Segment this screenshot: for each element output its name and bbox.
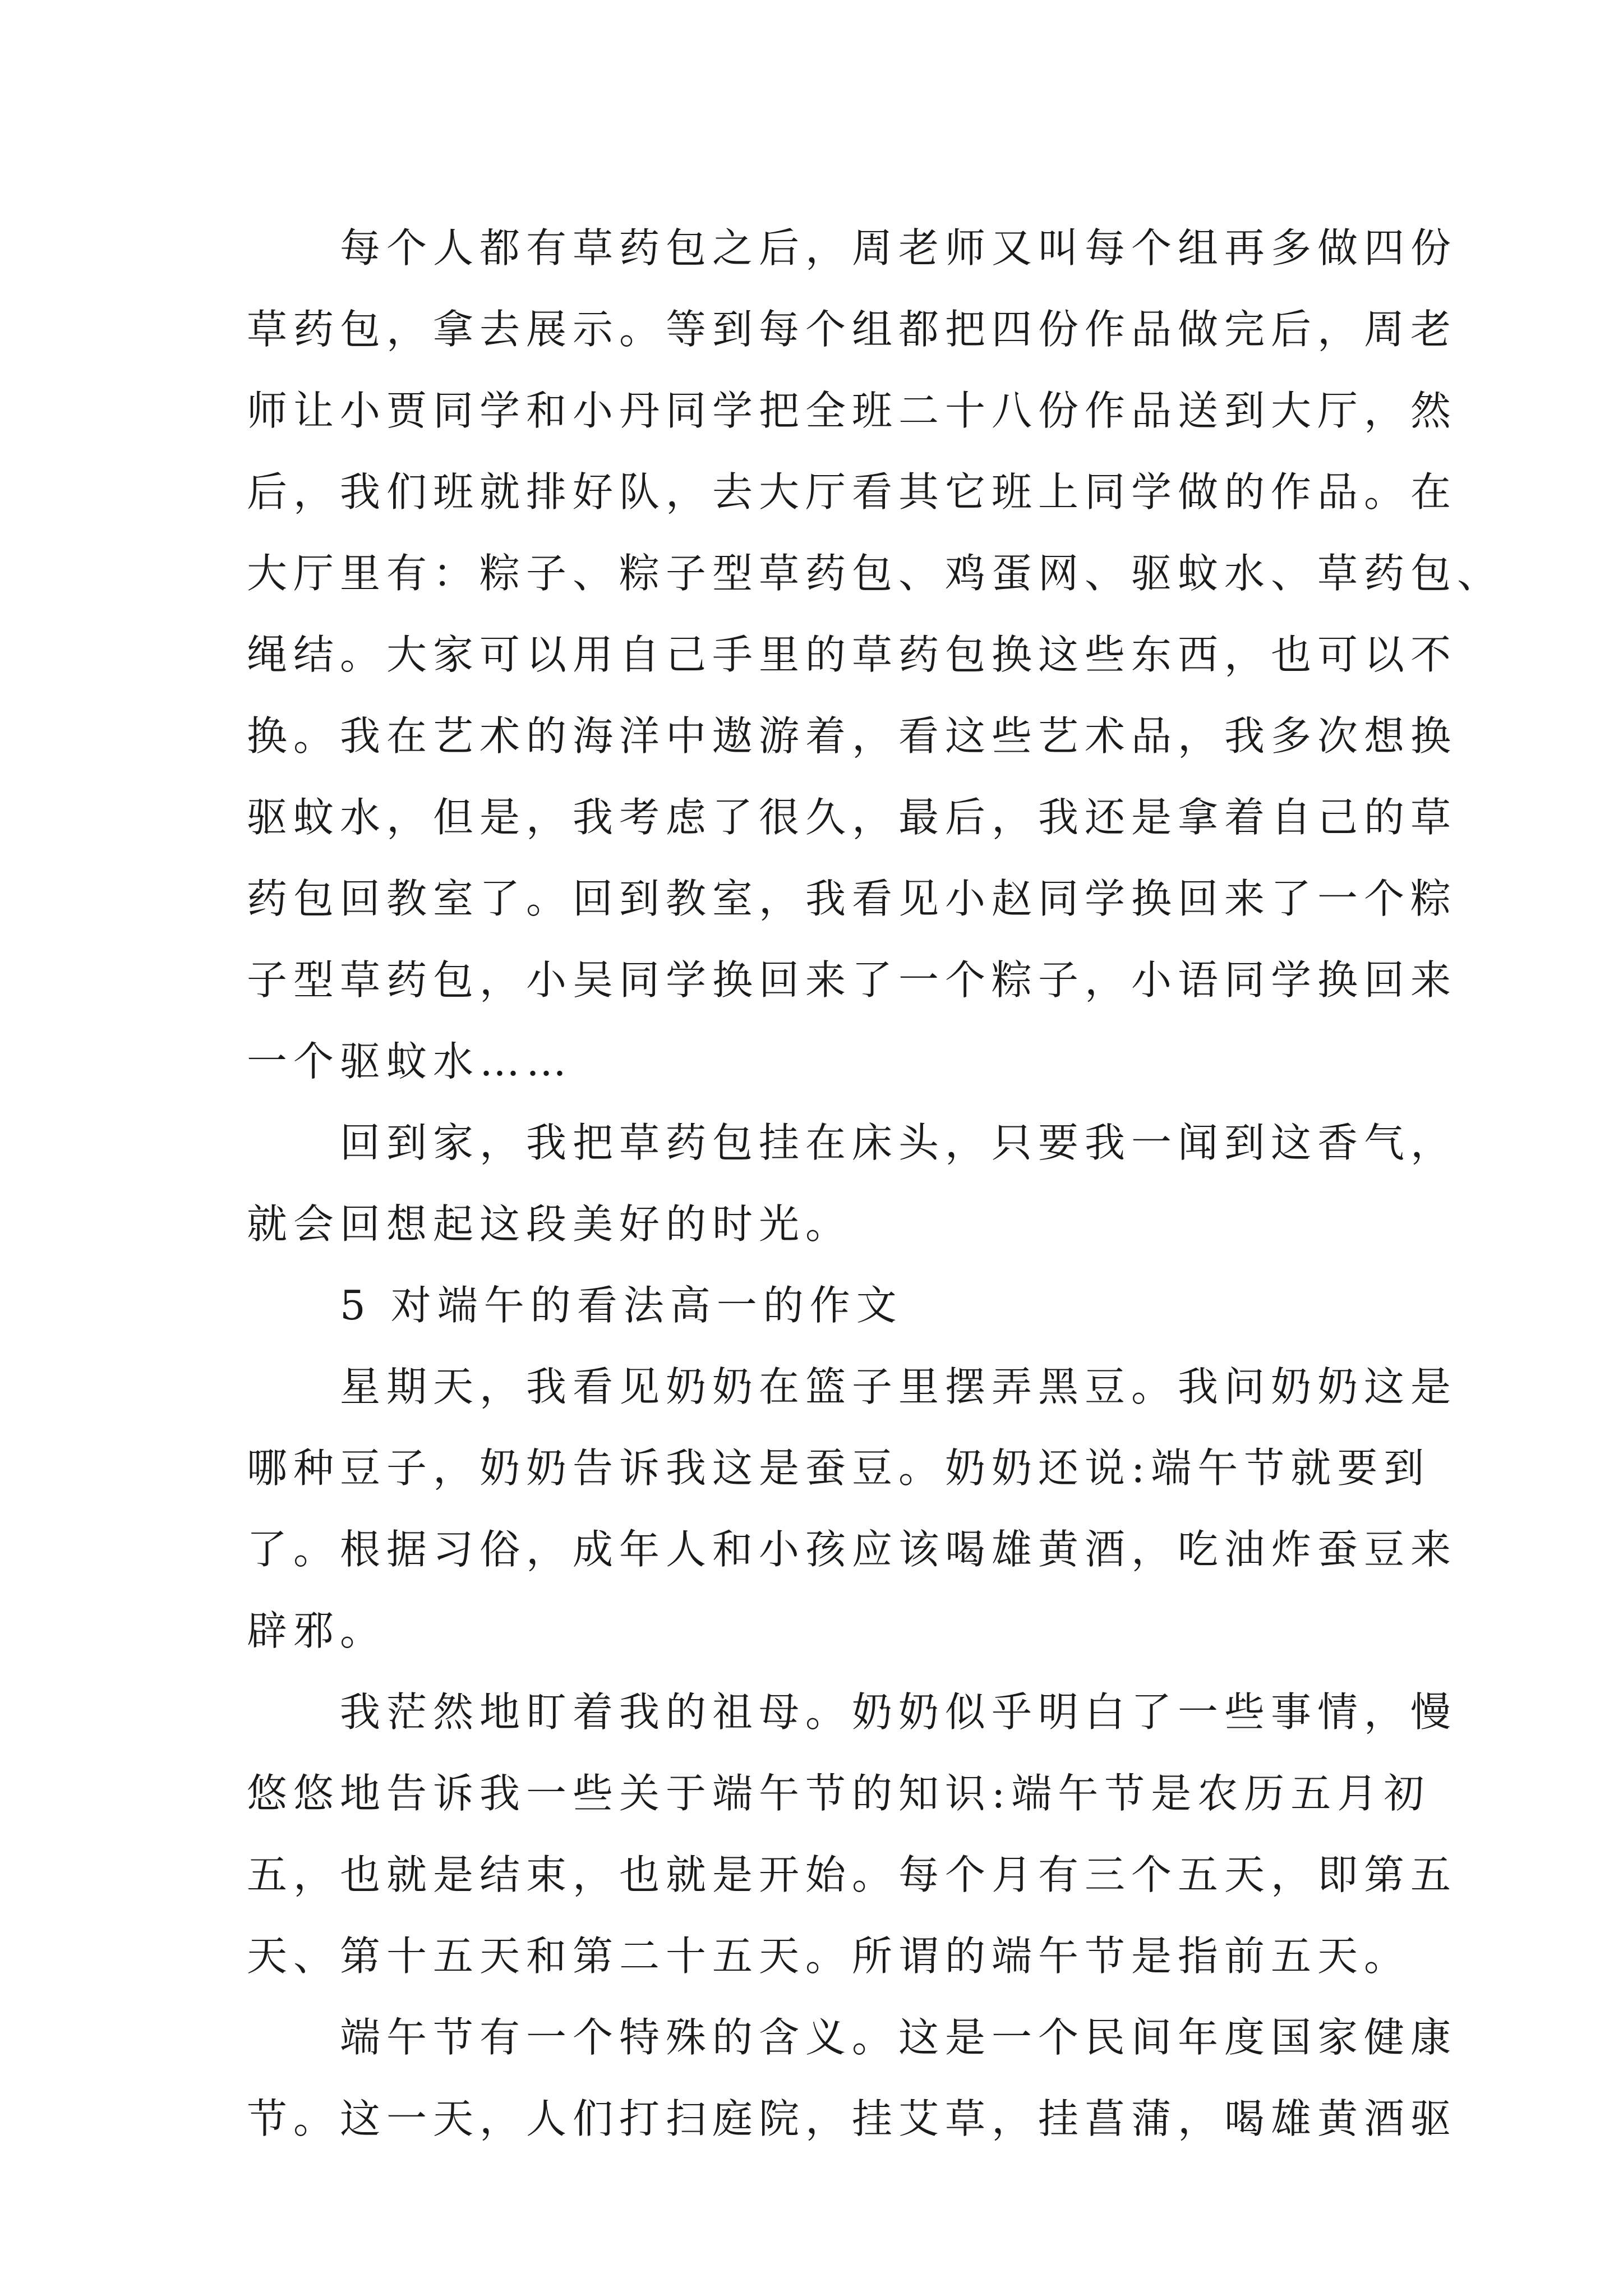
document-body xyxy=(247,208,1504,2160)
text-line: 了。根据习俗，成年人和小孩应该喝雄黄酒，吃油炸蚕豆来 xyxy=(247,1526,1458,1573)
text-line: 悠悠地告诉我一些关于端午节的知识:端午节是农历五月初 xyxy=(247,1770,1431,1817)
text-line: 五，也就是结束，也就是开始。每个月有三个五天，即第五 xyxy=(247,1851,1458,1898)
text-line: 大厅里有：粽子、粽子型草药包、鸡蛋网、驱蚊水、草药包、 xyxy=(247,550,1504,597)
text-line: 哪种豆子，奶奶告诉我这是蚕豆。奶奶还说:端午节就要到 xyxy=(247,1444,1431,1492)
text-line: 驱蚊水，但是，我考虑了很久，最后，我还是拿着自己的草 xyxy=(247,794,1458,841)
text-line: 药包回教室了。回到教室，我看见小赵同学换回来了一个粽 xyxy=(247,875,1458,922)
essay-title: 5 对端午的看法高一的作文 xyxy=(247,1282,903,1329)
text-line: 星期天，我看见奶奶在篮子里摆弄黑豆。我问奶奶这是 xyxy=(247,1363,1458,1410)
text-line: 天、第十五天和第二十五天。所谓的端午节是指前五天。 xyxy=(247,1932,1411,1980)
paragraph-grandmother-explains xyxy=(247,1672,1458,1997)
text-line: 端午节有一个特殊的含义。这是一个民间年度国家健康 xyxy=(247,2014,1458,2061)
text-line: 师让小贾同学和小丹同学把全班二十八份作品送到大厅，然 xyxy=(247,387,1458,434)
text-line: 草药包，拿去展示。等到每个组都把四份作品做完后，周老 xyxy=(247,306,1458,353)
text-line: 辟邪。 xyxy=(247,1607,387,1654)
paragraph-back-home xyxy=(247,1102,1458,1265)
text-line: 每个人都有草药包之后，周老师又叫每个组再多做四份 xyxy=(247,224,1458,272)
paragraph-herb-pouch-exchange xyxy=(247,208,1504,1102)
text-line: 我茫然地盯着我的祖母。奶奶似乎明白了一些事情，慢 xyxy=(247,1688,1458,1736)
text-line: 绳结。大家可以用自己手里的草药包换这些东西，也可以不 xyxy=(247,631,1458,678)
text-line: 节。这一天，人们打扫庭院，挂艾草，挂菖蒲，喝雄黄酒驱 xyxy=(247,2095,1458,2142)
section-heading xyxy=(247,1265,1391,1346)
text-line: 回到家，我把草药包挂在床头，只要我一闻到这香气， xyxy=(247,1119,1458,1166)
text-line: 就会回想起这段美好的时光。 xyxy=(247,1200,852,1248)
text-line: 子型草药包，小吴同学换回来了一个粽子，小语同学换回来 xyxy=(247,956,1458,1004)
text-line: 后，我们班就排好队，去大厅看其它班上同学做的作品。在 xyxy=(247,468,1458,516)
text-line: 换。我在艺术的海洋中遨游着，看这些艺术品，我多次想换 xyxy=(247,712,1458,760)
paragraph-festival-meaning xyxy=(247,1997,1458,2160)
paragraph-broad-beans xyxy=(247,1346,1458,1672)
text-line: 一个驱蚊水…… xyxy=(247,1038,573,1085)
